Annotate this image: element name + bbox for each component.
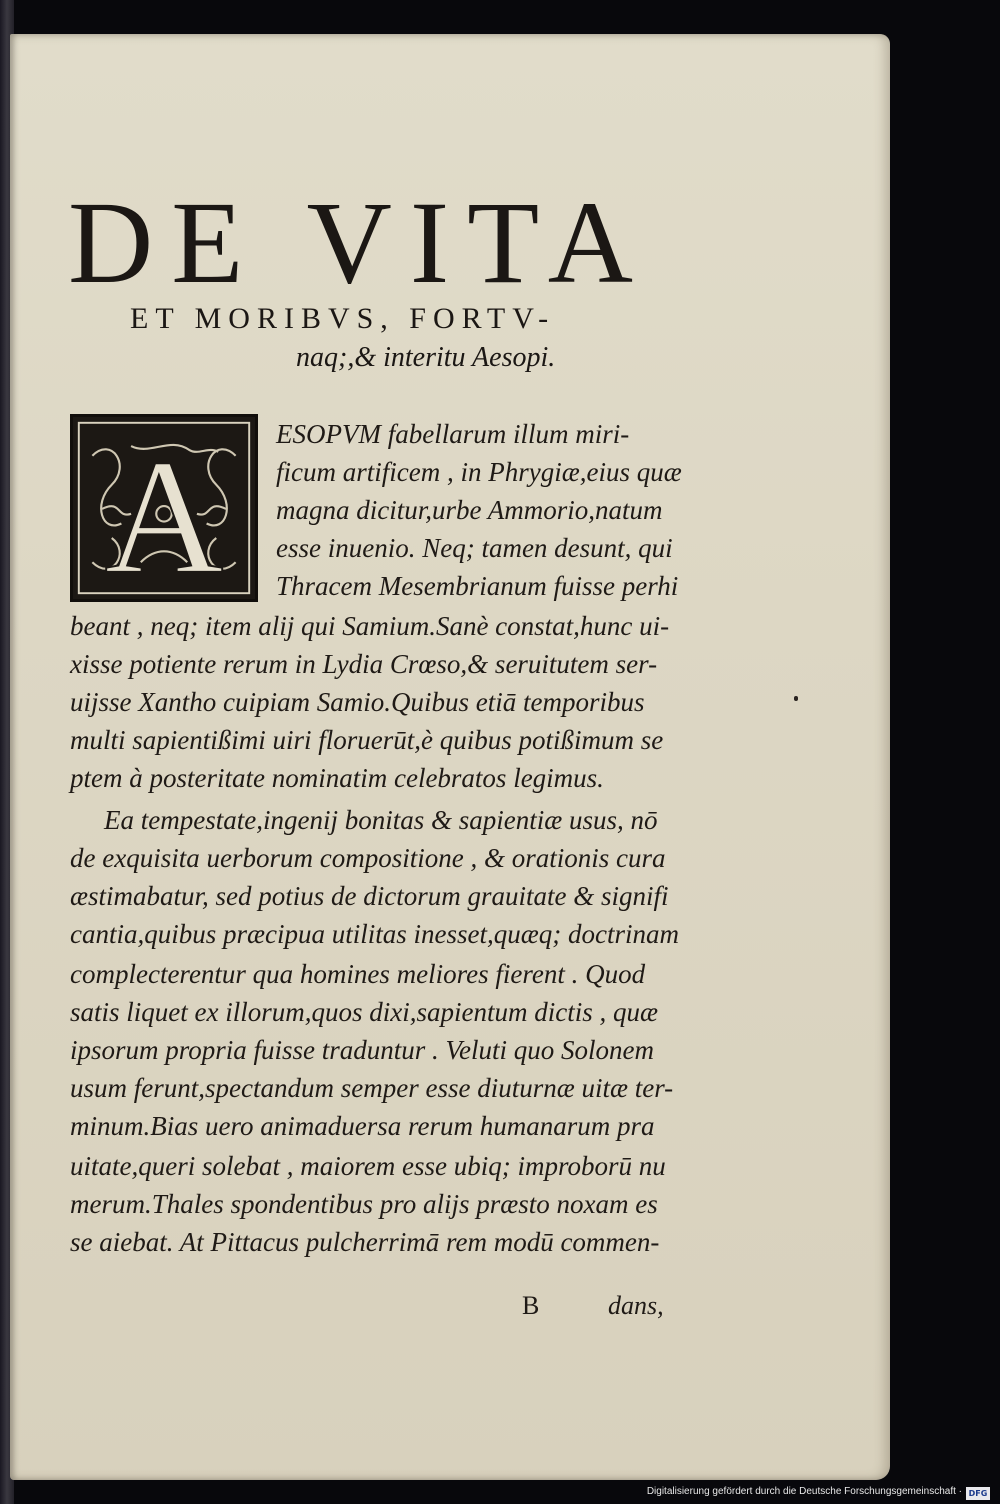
text-line: æstimabatur, sed potius de dictorum grauitate & signifi	[70, 881, 669, 911]
text-line: satis liquet ex illorum,quos dixi,sapientum dictis , quæ	[70, 997, 658, 1027]
text-line: ESOPVM fabellarum illum miri-	[276, 419, 630, 449]
text-line: cantia,quibus præcipua utilitas inesset,quæq; doctrinam	[70, 919, 679, 949]
svg-text:A: A	[104, 424, 224, 599]
text-line: se aiebat. At Pittacus pulcherrimā rem modū commen-	[70, 1227, 660, 1257]
text-line: uijsse Xantho cuipiam Samio.Quibus etiā temporibus	[70, 687, 645, 717]
text-line: Ea tempestate,ingenij bonitas & sapientiæ usus, nō	[104, 805, 658, 835]
text-line: ipsorum propria fuisse traduntur . Veluti quo Solonem	[70, 1035, 655, 1065]
text-line: beant , neq; item alij qui Samium.Sanè constat,hunc ui-	[70, 611, 670, 641]
signature-mark: B	[522, 1291, 540, 1320]
ink-speck	[794, 696, 798, 701]
dfg-logo-icon: DFG	[966, 1487, 990, 1500]
text-line: esse inuenio. Neq; tamen desunt, qui	[276, 533, 673, 563]
subtitle-line-1: ET MORIBVS, FORTV-	[130, 302, 556, 335]
page-title: DE VITA	[68, 177, 652, 308]
text-line: xisse potiente rerum in Lydia Crœso,& seruitutem ser-	[70, 649, 658, 679]
text-line: merum.Thales spondentibus pro alijs præsto noxam es	[70, 1189, 658, 1219]
text-line: ptem à posteritate nominatim celebratos legimus.	[70, 763, 604, 793]
decorated-initial-letter	[70, 414, 258, 602]
text-line: Thracem Mesembrianum fuisse perhi	[276, 571, 679, 601]
text-line: de exquisita uerborum compositione , & orationis cura	[70, 843, 666, 873]
text-line: magna dicitur,urbe Ammorio,natum	[276, 495, 663, 525]
text-line: complecterentur qua homines meliores fierent . Quod	[70, 959, 646, 989]
text-line: minum.Bias uero animaduersa rerum humanarum pra	[70, 1111, 655, 1141]
catchword: dans,	[608, 1291, 664, 1320]
text-line: usum ferunt,spectandum semper esse diuturnæ uitæ ter-	[70, 1073, 674, 1103]
digitization-credit: Digitalisierung gefördert durch die Deutsche Forschungsgemeinschaft ·	[646, 1486, 962, 1497]
text-line: uitate,queri solebat , maiorem esse ubiq; improborū nu	[70, 1151, 666, 1181]
book-page	[10, 34, 890, 1480]
text-line: ficum artificem , in Phrygiæ,eius quæ	[276, 457, 682, 487]
text-line: multi sapientißimi uiri floruerūt,è quibus potißimum se	[70, 725, 664, 755]
ornamental-initial-a-icon	[73, 417, 255, 599]
subtitle-line-2: naq;,& interitu Aesopi.	[296, 342, 556, 373]
